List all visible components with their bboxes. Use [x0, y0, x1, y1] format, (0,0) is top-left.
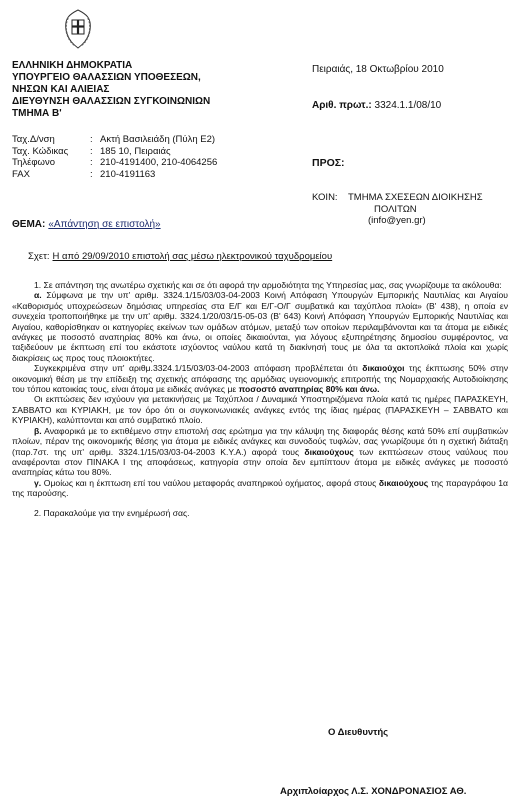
beneficiaries-bold: δικαιούχοι: [362, 363, 405, 374]
cc-block: [312, 192, 512, 227]
beneficiaries-bold: δικαιούχους: [378, 477, 429, 488]
subject-label: ΘΕΜΑ:: [12, 219, 46, 230]
cc-email: (info@yen.gr): [368, 215, 426, 226]
address-label: FAX: [12, 168, 30, 180]
recipient-label: ΠΡΟΣ:: [312, 157, 345, 169]
ministry-line-1: ΥΠΟΥΡΓΕΙΟ ΘΑΛΑΣΣΙΩΝ ΥΠΟΘΕΣΕΩΝ,: [12, 72, 201, 83]
item-a-text: Σύμφωνα με την υπ' αριθμ. 3324.1/15/03/03-04-2003 Κοινή Απόφαση Υπουργών Εμπορικής Ναυτιλίας και Αιγαίου «Καθορισμός υποχρεώσεων δημόσιας υπηρεσίας στα Ε/Γ και Ε/Γ-Ο/Γ συμβατικά και ταχύπλοα πλοία» (Β' 438), η οποία εν συνεχεία τροποποιήθηκε με την υπ' αριθμ. 3324.1/20/03/15-05-03 (Β' 643) Κοινή Απόφαση Υπουργών Εμπορικής Ναυτιλίας και Αιγαίου, καθορίσθηκαν οι κατηγορίες εκείνων των ομάδων ατόμων, μεταξύ των οποίων περιλαμβάνονται και τα άτομα με ειδικές ανάγκες με ποσοστό αναπηρίας 80% και άνω, οι οποίες δικαιούνται, για λόγους εξυπηρέτησης δημοσίου συμφέροντος, να ταξιδεύουν με έκπτωση επί του εκάστοτε ισχύοντος ναύλου κατά τη διακίνησή τους με όλα τα ακτοπλοϊκά πλοία και χωρίς διακρίσεις ως προς τους πλοιοκτήτες.: [12, 290, 508, 363]
paragraph-1b: β. Αναφορικά με το εκτιθέμενο στην επιστολή σας ερώτημα για την κάλυψη της διαφοράς θέσης κατά 50% επί συμβατικών πλοίων, πέραν της οικονομικής θέσης για άτομα με ειδικές ανάγκες και συνοδούς τυφλών, σας γνωρίζουμε ότι η σχετική διάταξη (παρ.7στ. της υπ' αριθμ. 3324.1/15/03/03-04-2003 Κ.Υ.Α.) αφορά τους δικαιούχους των εκπτώσεων στους ναύλους που αναφέρονται στον ΠΙΝΑΚΑ Ι της αποφάσεως, κατηγορία στην οποία δεν εμπίπτουν άτομα με ειδικές ανάγκες με ποσοστό αναπηρίας κάτω του 80%.: [12, 425, 509, 478]
item-a-mark: α.: [34, 290, 42, 301]
protocol-value: 3324.1.1/08/10: [374, 100, 442, 111]
cc-line: ΠΟΛΙΤΩΝ: [374, 203, 417, 215]
reference-value: Η από 29/09/2010 επιστολή σας μέσω ηλεκτρονικού ταχυδρομείου: [52, 251, 333, 262]
paragraph-1a: [12, 290, 508, 363]
address-value: 210-4191400, 210-4064256: [100, 157, 218, 168]
republic-name: ΕΛΛΗΝΙΚΗ ΔΗΜΟΚΡΑΤΙΑ: [12, 60, 133, 71]
address-value: Ακτή Βασιλειάδη (Πύλη Ε2): [100, 134, 216, 145]
sender-address: [12, 134, 312, 180]
beneficiaries-bold: δικαιούχους: [304, 446, 354, 457]
ministry-line-2: ΝΗΣΩΝ ΚΑΙ ΑΛΙΕΙΑΣ: [12, 84, 110, 95]
subject-line: [12, 219, 161, 230]
sender-header: [12, 60, 312, 120]
department-name: ΤΜΗΜΑ Β': [12, 108, 62, 119]
paragraph-1: 1. Σε απάντηση της ανωτέρω σχετικής και σε ότι αφορά την αρμοδιότητα της Υπηρεσίας μας, σας γνωρίζουμε τα ακόλουθα:: [34, 280, 502, 290]
greek-emblem-icon: [60, 8, 96, 50]
item-c-mark: γ.: [34, 477, 42, 488]
reference-line: [28, 251, 332, 262]
cc-line: ΤΜΗΜΑ ΣΧΕΣΕΩΝ ΔΙΟΙΚΗΣΗΣ: [348, 192, 483, 203]
paragraph-exceptions: Οι εκπτώσεις δεν ισχύουν για μετακινήσεις με Ταχύπλοα / Δυναμικά Υποστηριζόμενα πλοία κατά τις ημέρες ΠΑΡΑΣΚΕΥΗ, ΣΑΒΒΑΤΟ και ΚΥΡΙΑΚΗ, με τον όρο ότι οι συγκοινωνιακές ανάγκες εντός της ίδιας ημέρας (ΠΑΡΑΣΚΕΥΗ – ΣΑΒΒΑΤΟ και ΚΥΡΙΑΚΗ), καλύπτονται και από συμβατικό πλοίο.: [12, 394, 508, 426]
paragraph-2: 2. Παρακαλούμε για την ενημέρωσή σας.: [34, 507, 190, 518]
address-row: FAX : 210-4191163: [12, 168, 156, 180]
disability-threshold-bold: ποσοστό αναπηρίας 80% και άνω.: [238, 384, 380, 395]
directorate-name: ΔΙΕΥΘΥΝΣΗ ΘΑΛΑΣΣΙΩΝ ΣΥΓΚΟΙΝΩΝΙΩΝ: [12, 96, 211, 107]
address-value: 210-4191163: [100, 168, 156, 180]
reference-label: Σχετ:: [28, 251, 50, 262]
document-date: Πειραιάς, 18 Οκτωβρίου 2010: [312, 64, 444, 75]
signatory-title: Ο Διευθυντής: [328, 727, 389, 738]
address-label: Ταχ.Δ/νση: [12, 134, 55, 145]
address-row: Τηλέφωνο : 210-4191400, 210-4064256: [12, 157, 218, 168]
address-label: Ταχ. Κώδικας: [12, 145, 69, 157]
paragraph-1a-detail: Συγκεκριμένα στην υπ' αριθμ.3324.1/15/03/03-04-2003 απόφαση προβλέπεται ότι δικαιούχοι της έκπτωσης 50% στην οικονομική θέση με την επίδειξη της σχετικής απόφασης της αρμόδιας υγειονομικής επιτροπής της Νομαρχιακής Αυτοδιοίκησης του τόπου κατοικίας τους, είναι άτομα με ειδικές ανάγκες με ποσοστό αναπηρίας 80% και άνω.: [12, 363, 509, 395]
protocol-label: Αριθ. πρωτ.:: [312, 100, 372, 111]
subject-value: «Απάντηση σε επιστολή»: [48, 219, 161, 230]
address-value: 185 10, Πειραιάς: [100, 145, 171, 157]
address-row: Ταχ. Κώδικας : 185 10, Πειραιάς: [12, 145, 171, 157]
protocol-number: [312, 100, 512, 112]
paragraph-1c: γ. Ομοίως και η έκπτωση επί του ναύλου μεταφοράς αναπηρικού οχήματος, αφορά στους δικαιούχους της παραγράφου 1α της παρούσης.: [12, 477, 509, 499]
address-label: Τηλέφωνο: [12, 157, 55, 168]
cc-label: ΚΟΙΝ:: [312, 192, 338, 203]
signatory-name: Αρχιπλοίαρχος Λ.Σ. ΧΟΝΔΡΟΝΑΣΙΟΣ ΑΘ.: [280, 786, 467, 797]
address-row: Ταχ.Δ/νση : Ακτή Βασιλειάδη (Πύλη Ε2): [12, 134, 216, 145]
item-b-mark: β.: [34, 425, 42, 436]
document-meta: [312, 64, 512, 112]
letter-body: [12, 280, 508, 518]
